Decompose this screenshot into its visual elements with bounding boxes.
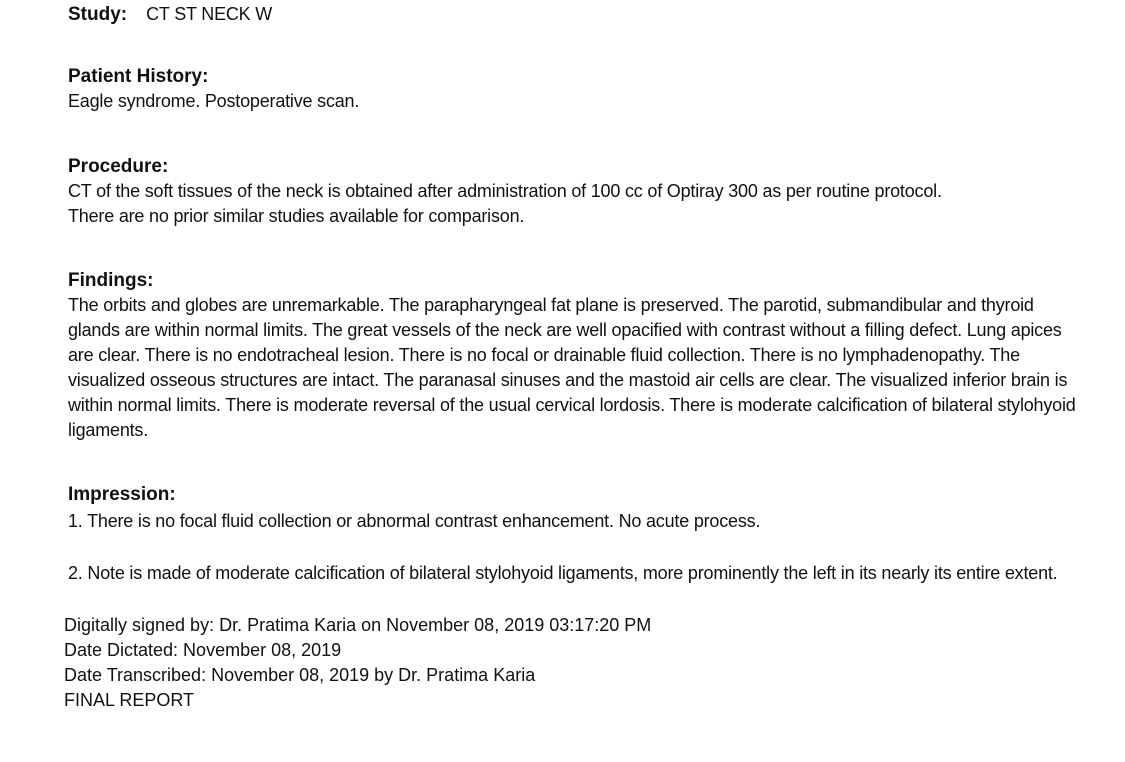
study-label: Study:: [68, 4, 128, 25]
procedure-line-1: CT of the soft tissues of the neck is obtained after administration of 100 cc of Optiray 300 as per routine protocol.: [68, 181, 942, 201]
impression-item-1: 1. There is no focal fluid collection or abnormal contrast enhancement. No acute process.: [68, 511, 761, 531]
patient-history-section: [68, 64, 1078, 114]
study-value: CT ST NECK W: [146, 4, 273, 24]
findings-heading: Findings:: [68, 270, 154, 291]
date-dictated-line: Date Dictated: November 08, 2019: [64, 640, 342, 660]
findings-text: The orbits and globes are unremarkable. The parapharyngeal fat plane is preserved. The parotid, submandibular and thyroid glands are within normal limits. The great vessels of the neck are well opacified with contrast without a filling defect. Lung apices are clear. There is no endotracheal lesion. There is no focal or drainable fluid collection. There is no lymphadenopathy. The visualized osseous structures are intact. The paranasal sinuses and the mastoid air cells are clear. The visualized inferior brain is within normal limits. There is moderate reversal of the usual cervical lordosis. There is moderate calcification of bilateral stylohyoid ligaments.: [68, 295, 1076, 440]
study-line: [68, 2, 1078, 27]
date-transcribed-line: Date Transcribed: November 08, 2019 by Dr. Pratima Karia: [64, 665, 536, 685]
signature-block: [64, 613, 964, 713]
patient-history-text: Eagle syndrome. Postoperative scan.: [68, 91, 360, 111]
findings-section: [68, 268, 1078, 443]
digital-signature-line: Digitally signed by: Dr. Pratima Karia on November 08, 2019 03:17:20 PM: [64, 615, 652, 635]
impression-heading: Impression:: [68, 484, 176, 505]
report-status: FINAL REPORT: [64, 690, 195, 710]
procedure-heading: Procedure:: [68, 156, 169, 177]
impression-section: [68, 482, 1078, 507]
impression-item-2: 2. Note is made of moderate calcification of bilateral stylohyoid ligaments, more prominently the left in its nearly its entire extent.: [68, 563, 1058, 583]
procedure-section: [68, 154, 1078, 229]
procedure-line-2: There are no prior similar studies available for comparison.: [68, 206, 525, 226]
patient-history-heading: Patient History:: [68, 66, 209, 87]
